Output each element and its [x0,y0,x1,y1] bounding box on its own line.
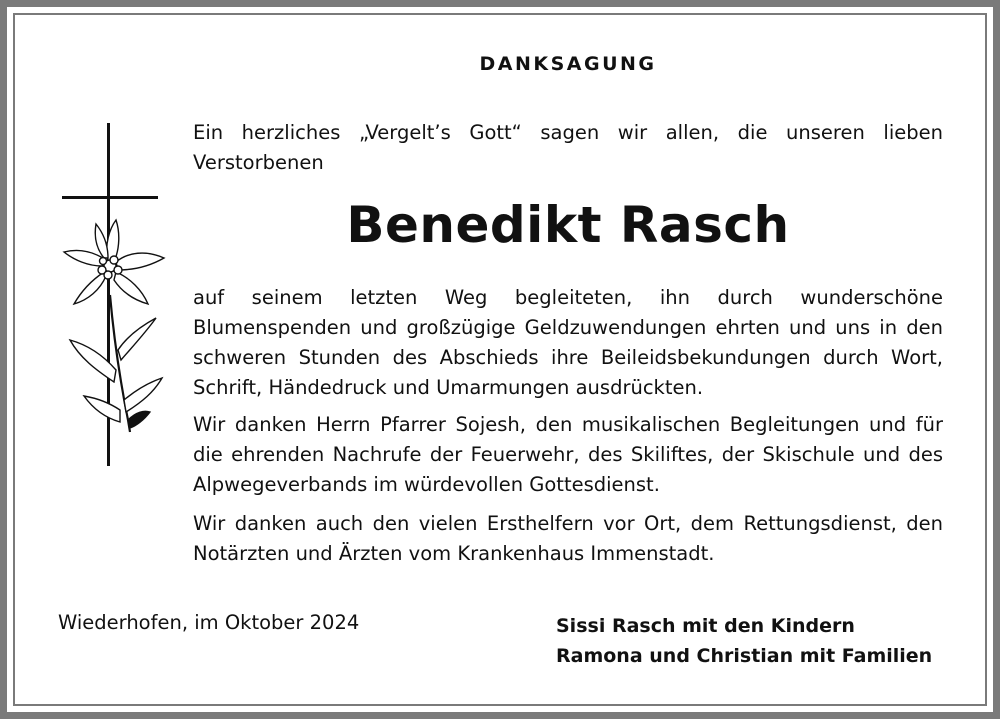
thanks-paragraph: Wir danken Herrn Pfarrer Sojesh, den musikalischen Begleitungen und für die ehrenden Nachrufe der Feuerwehr, des Skiliftes, der Skischule und des Alpwegeverbands im würdevollen Gottesdienst. [193,413,943,496]
signer-line: Ramona und Christian mit Familien [556,645,933,667]
intro-text: Ein herzliches „Vergelt’s Gott“ sagen wir allen, die unseren lieben Verstorbenen [193,121,943,174]
deceased-name: Benedikt Rasch [346,196,790,254]
signer-line: Sissi Rasch mit den Kindern [556,615,855,637]
thanks-paragraph: Wir danken auch den vielen Ersthelfern vor Ort, dem Rettungsdienst, den Notärzten und Ärzten vom Krankenhaus Immenstadt. [193,512,943,565]
edelweiss-icon [64,220,164,432]
cross-with-edelweiss-icon [58,120,168,470]
signers [556,611,932,671]
notice-heading: DANKSAGUNG [479,53,657,75]
thanks-paragraph: auf seinem letzten Weg begleiteten, ihn durch wunderschöne Blumenspenden und großzügige Geldzuwendungen ehrten und uns in den schweren Stunden des Abschieds ihre Beileidsbekundungen durch Wort, Schrift, Händedruck und Umarmungen ausdrückten. [193,286,943,399]
place-and-date: Wiederhofen, im Oktober 2024 [58,611,360,634]
